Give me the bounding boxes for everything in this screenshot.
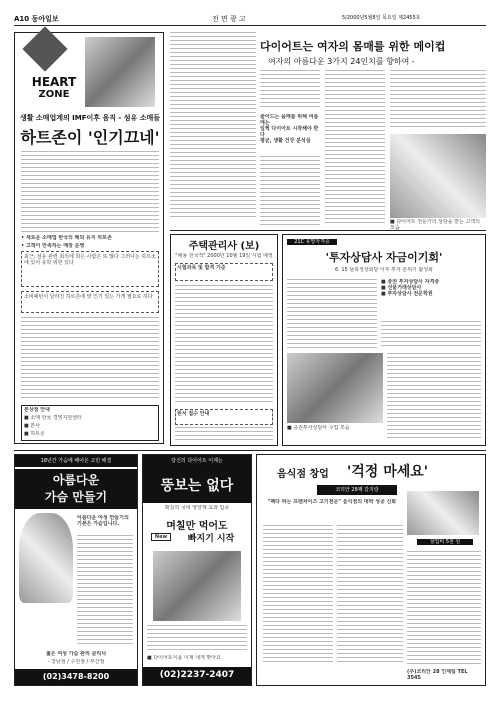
heart-zone-ad [14,32,164,444]
diet-subhead: 여자의 아름다운 3가지 24인치를 향하여 - [268,57,415,66]
ad-body-text-2 [21,317,159,399]
restaurant-badge: 창업비 5천 원 [417,539,473,545]
woman-figure-image [19,513,73,603]
bust-lead: 아름다운 여성 만들기의 기본은 가슴입니다. [77,515,129,527]
restaurant-title-quote: '걱정 마세요' [347,464,429,480]
bottom-rule [14,450,486,451]
diet-supplement-ad [142,454,252,686]
investment-subtitle: 6. 15 남북정상회담 이후 투자 분위기 활성화 [335,267,433,273]
mid-rule [170,230,486,231]
restaurant-footer: (주)코리안 28 인재팀 TEL 3545 [407,669,468,681]
contact-row-3: ■ 하트존 [24,431,45,437]
supp-new-badge: New [151,533,171,541]
housing-body-2 [175,427,273,443]
investment-point-3: ■ 투자상담사 전문학원 [381,291,433,297]
diet-column-3 [325,70,385,226]
housing-subtitle: "채용 전국적" 2000년 10월 19일 시험 예정 [175,253,273,259]
supp-sub: 확실히 국내 영양제 효과 입증 [164,505,230,511]
ad-point-box-2: 소비패턴이 달라진 하트존에 맞 인기 있는 가게 필요로 하다 [21,291,159,313]
bust-title-2: 가슴 만들기 [44,490,108,504]
supp-top-bar: 당신의 다이어트 이제는 [143,455,251,467]
diet-mid-notes [260,114,320,154]
bust-phone: (02)3478-8200 [15,669,137,685]
diet-note-2: 일찍 다이어트 시작해야 한다 [260,126,319,138]
contact-title: 본상점 안내 [24,407,50,413]
contact-row-2: ■ 본사 [24,423,40,429]
restaurant-ribbon: 코리안 28째 갈지랑 [317,485,397,495]
supp-model-photo [153,551,241,621]
bust-title-block [15,469,137,509]
brand-heart: HEART [31,75,77,89]
ad-point-box-1: 최근, 섬유 관련 회의에 희은 사람은 또 많다 그러나는 하트소에 있어 유학 위한 있다 [21,251,159,287]
issue-date: 5/2000년5월8일 목요일 제2455호 [342,15,421,21]
bust-body [77,535,133,645]
supp-title: 뚱보는 없다 [143,467,251,503]
housing-manager-article [170,234,278,446]
header-rule [14,25,486,26]
diet-photo-caption: ■ 다이어트 전문가의 상담을 받는 고객의 모습 [390,219,480,231]
diet-consult-photo [390,134,486,218]
supp-headline-2: 빠지기 시작 [187,534,235,544]
restaurant-startup-ad [256,454,486,686]
diet-note-3: 평균, 생활 건강 분석실 [260,138,311,144]
investment-caption: ■ 증권투자상담사 수업 모습 [287,425,350,431]
ad-subtitle: 생활 소매업계의 IMF이후 움직 - 섬유 소매들 [19,114,161,122]
housing-body [175,285,273,405]
investment-body-2 [381,321,481,349]
diet-column-2 [260,156,320,226]
investment-article [282,234,486,446]
investment-point-2: ■ 선물거래상담사 [381,285,422,291]
page-label: A10 동아일보 [14,15,59,23]
restaurant-storefront-photo [407,491,479,535]
investment-points [381,279,481,319]
business-people-photo [85,37,155,107]
restaurant-col-3 [407,551,481,665]
ad-body-text [21,151,159,233]
contact-box [21,405,159,441]
heart-zone-logo-icon [22,26,67,71]
investment-tag: 21C 유망자격증 [287,239,337,245]
investment-body-1 [287,279,377,349]
restaurant-col-1 [263,525,333,665]
bust-care-ad [14,454,138,686]
diet-column-1 [260,70,320,110]
ad-bullet-1: • 새로운 소매업 한국의 해외 유지 하트존 [21,235,112,241]
supp-phone: (02)2237-2407 [143,667,251,685]
supp-body [147,625,247,653]
bust-title-1: 아름다운 [52,473,100,487]
column-text-1 [170,32,256,217]
bust-footer-1: 젊은 여성 가슴 관리 클리닉 [45,651,107,657]
restaurant-slogan: "팩다 파는 프랜차이즈 고기전문" 음식점의 대박 성공 신화 [267,499,397,505]
investment-body-3 [387,353,481,441]
diet-note-1: 줄어드는 몸매를 위해 여름에는 [260,114,319,126]
housing-title: 주택관리사 (보) [188,241,260,252]
contact-row-1: ■ 소매 한국 경영지원센터 [24,415,82,421]
section-label: 전 면 광 고 [212,15,246,23]
brand-zone: ZONE [38,89,70,100]
diet-headline: 다이어트는 여자의 몸매를 위한 메이컵 [260,40,446,53]
diet-column-4 [390,70,486,130]
ad-headline: 하트존이 '인기끄네' [20,128,160,147]
supp-bottom-note: ■ 다이어트식품 이제 내게 맞아요 [147,655,221,661]
housing-note-2: 원서 접수 안내 [175,409,273,425]
restaurant-title-prefix: 음식점 창업 [277,469,329,480]
bust-top-bar: 18년간 가슴에 배어온 고민 해결 [15,455,137,467]
housing-note-1: 시험과목 및 합격 기준 [175,263,273,281]
investment-point-1: ■ 증권 투자상담사 자격증 [381,279,440,285]
restaurant-col-2 [337,525,403,665]
bust-footer-2: - 강남점 / 수원점 / 부산점 [47,659,105,665]
supp-headline-1: 며칠만 먹어도 [166,521,228,532]
investment-class-photo [287,353,383,423]
ad-bullet-2: • 고객이 만족하는 매장 운영 [21,243,85,249]
investment-title: '투자상담사 자금이기회' [325,251,443,264]
